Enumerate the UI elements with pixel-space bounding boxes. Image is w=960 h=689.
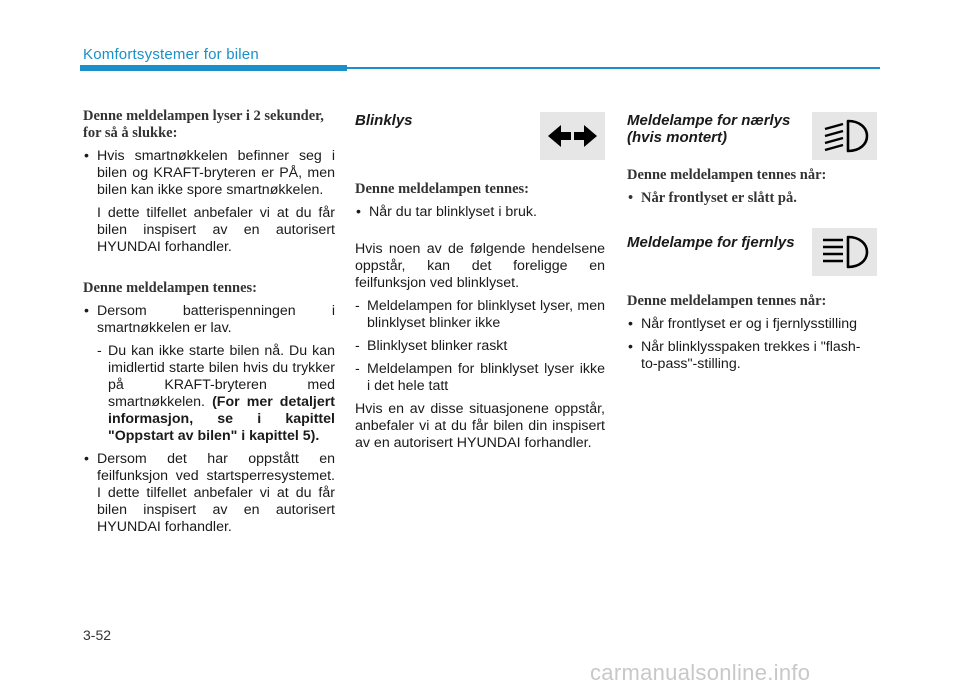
dash-item-lamp-no-blink xyxy=(355,298,605,332)
section-title-high-beam: Meldelampe for fjernlys xyxy=(627,234,795,251)
watermark-text: carmanualsonline.info xyxy=(590,660,811,685)
paragraph-turn-signal-fault: Hvis noen av de følgende hendelsene oppstår, kan det foreligge en feilfunksjon ved blinklyset. xyxy=(355,241,605,291)
turn-signal-arrows-icon xyxy=(540,112,605,160)
dash-item-lamp-off xyxy=(355,361,605,395)
dash-marker: - xyxy=(355,298,360,314)
heading-high-beam-on: Denne meldelampen tennes når: xyxy=(627,293,827,309)
bullet-immobilizer-fault: • Dersom det har oppstått en feilfunksjon ved startsperresystemet. I dette tilfellet anbefaler vi at du får bilen inspisert av en autorisert HYUNDAI forhandler. xyxy=(83,451,335,536)
heading-lamp-2-seconds: Denne meldelampen lyser i 2 sekunder, for så å slukke: xyxy=(83,108,324,141)
turn-signal-icon-box xyxy=(540,112,605,160)
dash-item-bold-reference: (For mer detaljert informasjon, se i kapittel "Oppstart av bilen" i kapittel 5). xyxy=(108,394,335,444)
heading-lamp-on: Denne meldelampen tennes: xyxy=(83,280,257,296)
low-beam-icon-box xyxy=(812,112,877,160)
dash-marker: - xyxy=(97,343,102,359)
bullet-turn-signal-use: • Når du tar blinklyset i bruk. xyxy=(355,204,605,221)
section-title-turn-signal: Blinklys xyxy=(355,112,413,129)
dash-item-text: Blinklyset blinker raskt xyxy=(367,338,508,354)
bullet-smartkey-not-detected: • Hvis smartnøkkelen befinner seg i bilen og KRAFT-bryteren er PÅ, men bilen kan ikke spore smartnøkkelen. xyxy=(83,148,335,199)
section-header-title: Komfortsystemer for bilen xyxy=(83,46,259,63)
heading-turn-signal-on: Denne meldelampen tennes: xyxy=(355,181,529,197)
dash-marker: - xyxy=(355,361,360,377)
heading-low-beam-on: Denne meldelampen tennes når: xyxy=(627,167,827,183)
high-beam-icon-box xyxy=(812,228,877,276)
bullet-headlight-on: • Når frontlyset er slått på. xyxy=(627,190,877,207)
dash-item-start-car xyxy=(83,343,335,445)
dash-item-text: Meldelampen for blinklyset lyser ikke i det hele tatt xyxy=(367,361,605,394)
dash-item-text: Du kan ikke starte bilen nå. Du kan imidlertid starte bilen hvis du trykker på KRAFT-bryteren med smartnøkkelen. xyxy=(108,343,335,410)
paragraph-inspection-advice: I dette tilfellet anbefaler vi at du får bilen inspisert av en autorisert HYUNDAI forhandler. xyxy=(97,205,335,255)
section-title-low-beam: Meldelampe for nærlys (hvis montert) xyxy=(627,112,791,146)
column-1 xyxy=(83,108,335,536)
dash-marker: - xyxy=(355,338,360,354)
paragraph-inspection-advice: Hvis en av disse situasjonene oppstår, anbefaler vi at du får bilen din inspisert av en autorisert HYUNDAI forhandler. xyxy=(355,401,605,451)
low-beam-headlight-icon xyxy=(812,112,877,160)
bullet-flash-to-pass: • Når blinklysspaken trekkes i "flash-to-pass"-stilling. xyxy=(627,339,877,373)
header-rule-thick xyxy=(80,65,347,71)
dash-item-text: Meldelampen for blinklyset lyser, men blinklyset blinker ikke xyxy=(367,298,605,331)
page-number: 3-52 xyxy=(83,627,112,643)
dash-item-blinks-fast xyxy=(355,338,605,355)
header-rule-thin xyxy=(347,67,880,69)
bullet-high-beam-position: • Når frontlyset er og i fjernlysstilling xyxy=(627,316,877,333)
high-beam-headlight-icon xyxy=(812,228,877,276)
bullet-low-battery: • Dersom batterispenningen i smartnøkkelen er lav. xyxy=(83,303,335,337)
